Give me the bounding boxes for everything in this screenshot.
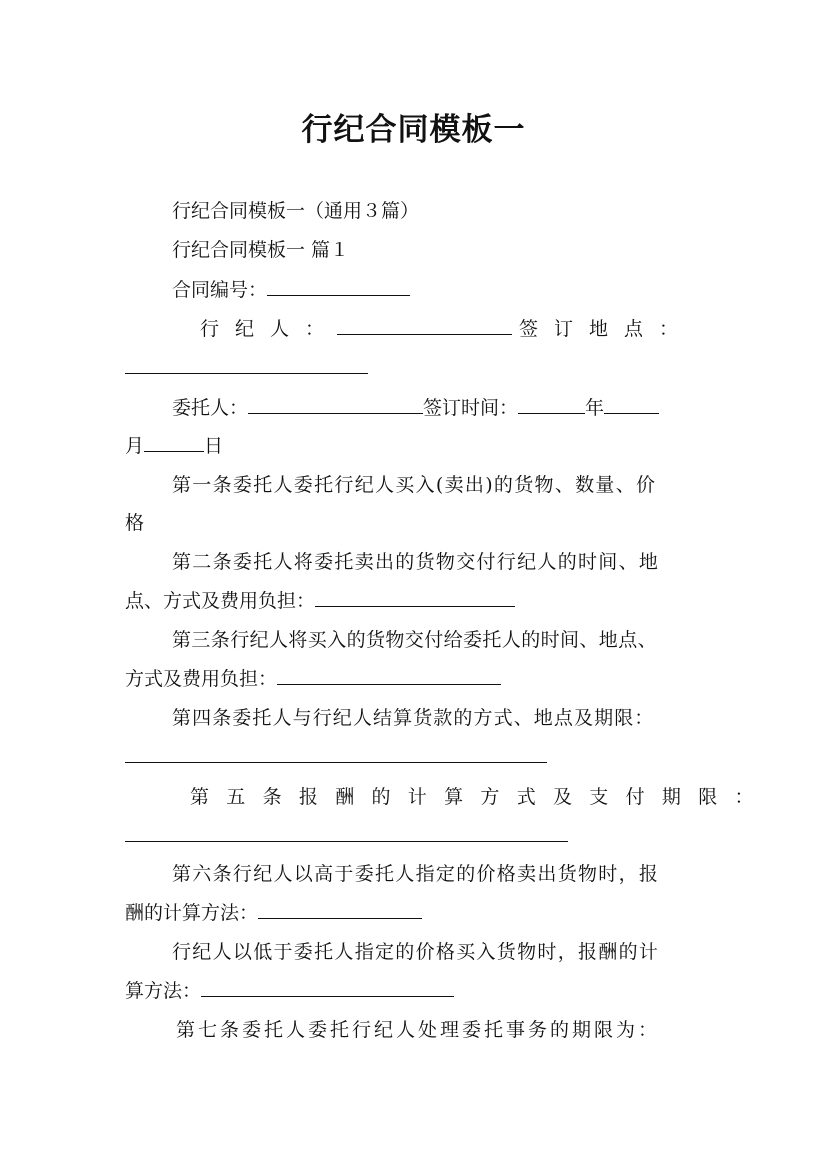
article-2: 第二条委托人将委托卖出的货物交付行纪人的时间、地 xyxy=(172,551,660,573)
month-blank[interactable] xyxy=(604,395,659,414)
contract-number-label: 合同编号： xyxy=(172,279,268,301)
article-6-para-2-blank[interactable] xyxy=(201,978,454,997)
article-4: 第四条委托人与行纪人结算货款的方式、地点及期限： xyxy=(172,707,655,729)
broker-blank[interactable] xyxy=(337,316,512,335)
article-6-para-2-cont-label: 算方法： xyxy=(125,980,202,1002)
article-1-cont: 格 xyxy=(125,512,145,534)
article-4-blank-line xyxy=(125,744,547,770)
year-label: 年 xyxy=(585,397,605,419)
document-title: 行纪合同模板一 xyxy=(301,112,526,148)
article-5-blank-line xyxy=(125,823,568,849)
article-5 xyxy=(190,784,771,810)
client-time-line xyxy=(172,395,659,421)
section-heading: 行纪合同模板一 篇１ xyxy=(172,239,350,261)
article-6-para-2: 行纪人以低于委托人指定的价格买入货物时，报酬的计 xyxy=(172,941,660,963)
article-5-text: 第五条报酬的计算方式及支付期限： xyxy=(190,786,771,808)
day-label: 日 xyxy=(204,435,224,457)
signing-time-label: 签订时间： xyxy=(423,397,519,419)
subtitle-line: 行纪合同模板一（通用３篇） xyxy=(172,200,420,222)
article-3-cont xyxy=(125,666,501,692)
article-6-cont xyxy=(125,900,422,926)
broker-label: 行纪人： xyxy=(200,318,341,340)
broker-place-line xyxy=(200,316,694,342)
article-6-para-2-cont xyxy=(125,978,454,1004)
day-blank[interactable] xyxy=(144,433,204,452)
article-4-blank[interactable] xyxy=(125,744,547,763)
article-6-blank[interactable] xyxy=(258,900,422,919)
article-3-cont-label: 方式及费用负担： xyxy=(125,668,278,690)
signing-place-line xyxy=(125,355,368,381)
signing-place-label: 签订地点： xyxy=(518,318,694,340)
article-7: 第七条委托人委托行纪人处理委托事务的期限为： xyxy=(176,1019,661,1041)
year-blank[interactable] xyxy=(518,395,585,414)
article-3: 第三条行纪人将买入的货物交付给委托人的时间、地点、 xyxy=(172,629,658,651)
contract-number-blank[interactable] xyxy=(267,277,410,296)
article-5-blank[interactable] xyxy=(125,823,568,842)
contract-number-line xyxy=(172,277,410,303)
date-continued-line xyxy=(125,433,223,459)
client-label: 委托人： xyxy=(172,397,249,419)
article-6-cont-label: 酬的计算方法： xyxy=(125,902,259,924)
article-2-blank[interactable] xyxy=(315,588,515,607)
article-6: 第六条行纪人以高于委托人指定的价格卖出货物时，报 xyxy=(172,863,660,885)
article-3-blank[interactable] xyxy=(277,666,501,685)
article-1: 第一条委托人委托行纪人买入(卖出)的货物、数量、价 xyxy=(172,474,657,496)
signing-place-blank[interactable] xyxy=(125,355,368,374)
month-label: 月 xyxy=(125,435,145,457)
article-2-cont-label: 点、方式及费用负担： xyxy=(125,590,316,612)
article-2-cont xyxy=(125,588,515,614)
client-blank[interactable] xyxy=(248,395,423,414)
